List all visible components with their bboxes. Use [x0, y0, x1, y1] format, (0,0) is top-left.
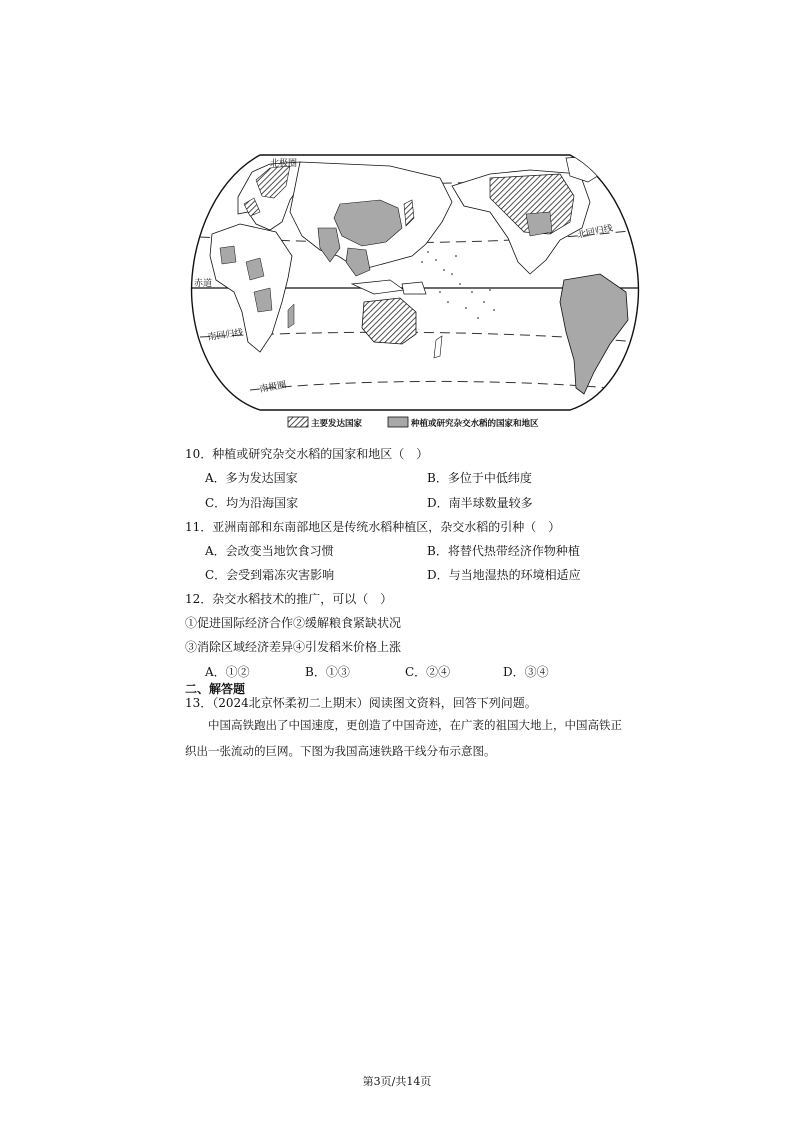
- question-10-option-b[interactable]: B．多位于中低纬度: [427, 471, 532, 485]
- australia-developed: [362, 298, 416, 344]
- question-10-option-c[interactable]: C．均为沿海国家: [205, 496, 299, 510]
- question-12-option-b[interactable]: B．①③: [305, 665, 350, 679]
- question-11-option-b[interactable]: B．将替代热带经济作物种植: [427, 544, 580, 558]
- page-number: 第3页/共14页: [362, 1075, 432, 1088]
- equator-label: 赤道: [194, 279, 213, 289]
- world-map: [190, 152, 640, 430]
- question-13-passage: 中国高铁跑出了中国速度，更创造了中国奇迹，在广袤的祖国大地上，中国高铁正织出一张流动的巨网。下图为我国高速铁路干线分布示意图。: [185, 718, 622, 758]
- question-12-stem: 12．杂交水稻技术的推广，可以（ ）: [185, 592, 393, 606]
- legend-label-rice: 种植或研究杂交水稻的国家和地区: [411, 419, 539, 429]
- tropic-cancer-label: 北回归线: [576, 223, 614, 241]
- question-12-option-a[interactable]: A．①②: [205, 665, 250, 679]
- question-13-stem: 13．（2024北京怀柔初二上期末）阅读图文资料，回答下列问题。: [185, 696, 537, 710]
- question-12-statement-line-2: ③消除区域经济差异④引发稻米价格上涨: [185, 640, 402, 654]
- tropic-capricorn-label: 南回归线: [207, 328, 245, 343]
- question-12-statement-line-1: ①促进国际经济合作②缓解粮食紧缺状况: [185, 616, 402, 630]
- us-rice: [526, 212, 552, 236]
- legend-label-developed: 主要发达国家: [311, 419, 363, 429]
- question-10-stem: 10．种植或研究杂交水稻的国家和地区（ ）: [185, 447, 429, 461]
- question-12-option-d[interactable]: D．③④: [503, 665, 549, 679]
- question-12-option-c[interactable]: C．②④: [405, 665, 451, 679]
- question-11-option-c[interactable]: C．会受到霜冻灾害影响: [205, 568, 335, 582]
- papua: [402, 282, 426, 294]
- question-11-option-d[interactable]: D．与当地湿热的环境相适应: [427, 568, 581, 582]
- question-11-stem: 11．亚洲南部和东南部地区是传统水稻种植区，杂交水稻的引种（ ）: [185, 520, 561, 534]
- legend-swatch-rice: [388, 417, 408, 427]
- legend-swatch-developed: [288, 417, 308, 427]
- africa-rice-1: [220, 246, 236, 264]
- question-10-option-d[interactable]: D．南半球数量较多: [427, 496, 533, 510]
- section-heading: 二、解答题: [185, 682, 246, 696]
- map-legend: [288, 417, 539, 429]
- antarctic-circle-label: 南极圈: [258, 380, 288, 395]
- arctic-circle-label: 北极圈: [270, 159, 298, 169]
- question-10-option-a[interactable]: A．多为发达国家: [205, 471, 298, 485]
- question-11-option-a[interactable]: A．会改变当地饮食习惯: [205, 544, 334, 558]
